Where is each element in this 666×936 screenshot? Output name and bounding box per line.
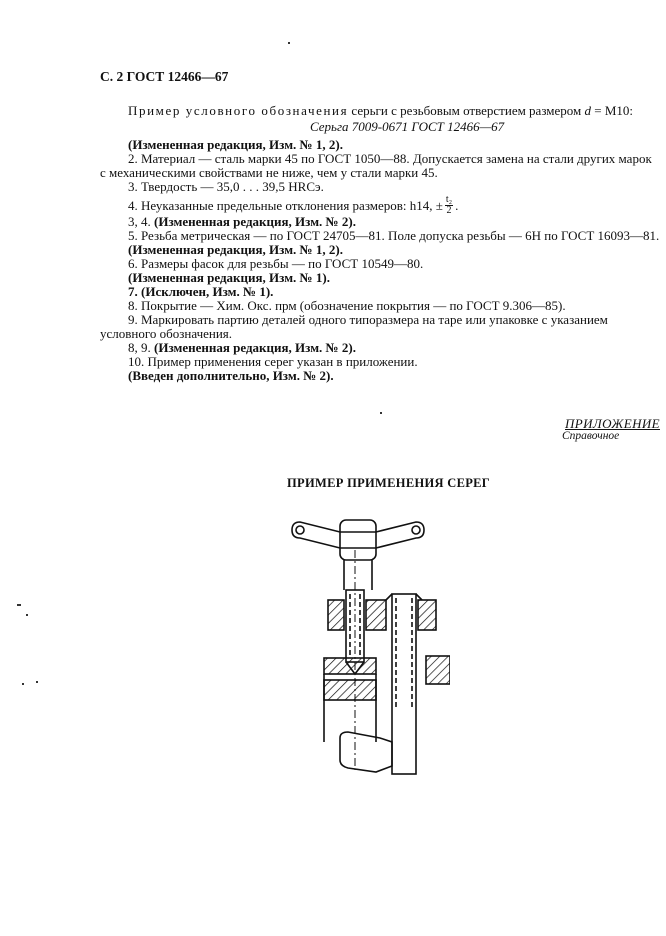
t-handle-left-end — [296, 526, 304, 534]
handle-head — [340, 520, 376, 560]
item-line-15 — [128, 340, 356, 355]
appendix-title: ПРИЛОЖЕНИЕ — [565, 416, 660, 431]
bolt-thread — [396, 598, 412, 710]
fraction-numerator: t₂ — [445, 193, 453, 205]
example-intro-spaced: Пример условного обозначения — [128, 103, 349, 118]
scan-speck — [26, 614, 28, 616]
scan-speck — [288, 42, 290, 44]
upper-block-left — [328, 600, 344, 630]
handle-neck — [344, 560, 372, 590]
scan-speck — [22, 683, 24, 685]
scan-speck — [36, 681, 38, 683]
fraction-denominator: 2 — [446, 204, 452, 216]
upper-block-mid — [366, 600, 386, 630]
item-line-6 — [128, 214, 356, 229]
item-line-5-text: 4. Неуказанные предельные отклонения размеров: h14, ± — [128, 197, 443, 213]
example-intro-value: = М10: — [591, 103, 634, 118]
item-line-14: условного обозначения. — [100, 326, 233, 341]
tolerance-fraction — [445, 195, 453, 216]
figure-title: ПРИМЕР ПРИМЕНЕНИЯ СЕРЕГ — [287, 476, 491, 490]
item-line-4: 3. Твердость — 35,0 . . . 39,5 HRCэ. — [128, 179, 324, 194]
t-handle-right-end — [412, 526, 420, 534]
item-line-7: 5. Резьба метрическая — по ГОСТ 24705—81. Поле допуска резьбы — 6Н по ГОСТ 16093—81. — [128, 228, 660, 243]
item-line-6-prefix: 3, 4. — [128, 214, 154, 229]
example-intro-rest: серьги с резьбовым отверстием размером — [348, 103, 585, 118]
bolt-body — [392, 594, 416, 774]
item-line-2: 2. Материал — сталь марки 45 по ГОСТ 1050—88. Допускается замена на стали других марок — [128, 151, 652, 166]
scan-speck — [17, 604, 21, 606]
item-line-15-bold: (Измененная редакция, Изм. № 2). — [154, 340, 356, 355]
shackle-foot — [340, 732, 392, 772]
lower-jaw-right — [426, 656, 450, 684]
item-line-12: 8. Покрытие — Хим. Окс. прм (обозначение покрытия — по ГОСТ 9.306—85). — [128, 298, 566, 313]
item-line-17: (Введен дополнительно, Изм. № 2). — [128, 368, 334, 383]
item-line-16: 10. Пример применения серег указан в приложении. — [128, 354, 418, 369]
shackle-assembly-drawing — [280, 510, 450, 780]
item-line-9: 6. Размеры фасок для резьбы — по ГОСТ 10549—80. — [128, 256, 424, 271]
item-line-15-prefix: 8, 9. — [128, 340, 154, 355]
lower-jaw-bottom — [324, 680, 376, 700]
item-line-5-end: . — [455, 197, 459, 213]
item-line-10: (Измененная редакция, Изм. № 1). — [128, 270, 330, 285]
drawing-lines — [292, 520, 450, 774]
item-line-8: (Измененная редакция, Изм. № 1, 2). — [128, 242, 343, 257]
t-handle-crossbar — [292, 522, 424, 548]
appendix-subtitle: Справочное — [562, 430, 620, 442]
example-intro-var: d — [584, 103, 592, 118]
example-designation: Серьга 7009-0671 ГОСТ 12466—67 — [310, 119, 505, 134]
item-line-11: 7. (Исключен, Изм. № 1). — [128, 284, 274, 299]
item-line-6-bold: (Измененная редакция, Изм. № 2). — [154, 214, 356, 229]
item-line-1: (Измененная редакция, Изм. № 1, 2). — [128, 137, 343, 152]
example-intro — [128, 103, 633, 118]
page-header: С. 2 ГОСТ 12466—67 — [100, 69, 229, 84]
scan-speck — [380, 412, 382, 414]
item-line-13: 9. Маркировать партию деталей одного типоразмера на таре или упаковке с указанием — [128, 312, 608, 327]
item-line-3: с механическими свойствами не ниже, чем у стали марки 45. — [100, 165, 438, 180]
lower-jaw-top — [324, 658, 376, 674]
upper-block-right — [418, 600, 436, 630]
